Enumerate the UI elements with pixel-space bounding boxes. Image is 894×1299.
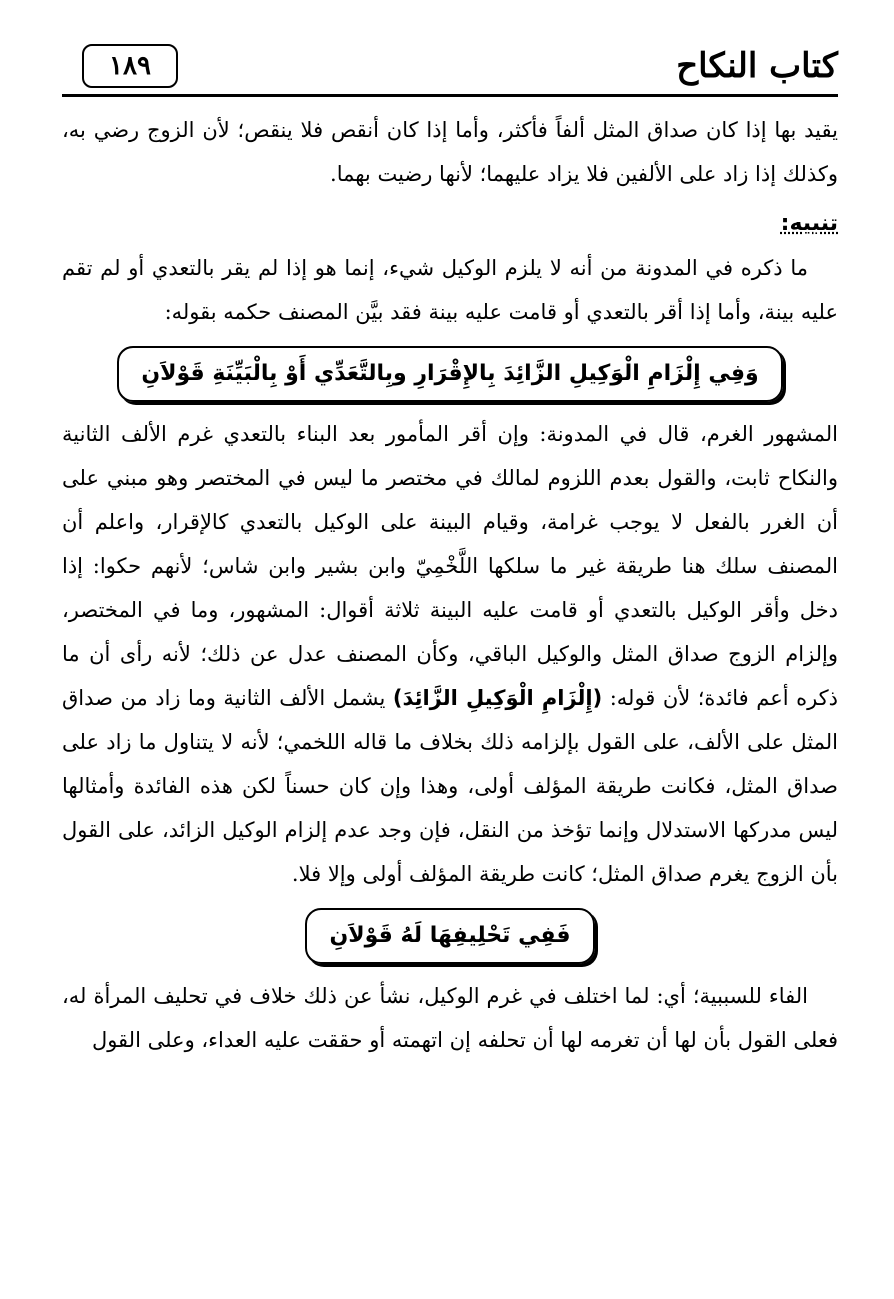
page-header	[62, 38, 838, 100]
matn-text-box: وَفِي إِلْزَامِ الْوَكِيلِ الزَّائِدَ بِالإِقْرَارِ وبِالتَّعَدِّي أَوْ بِالْبَيِّنَةِ قَوْلاَنِ	[117, 346, 782, 402]
running-title: كتاب النكاح	[676, 46, 838, 86]
matn-box-1-wrapper	[62, 346, 838, 402]
book-page	[62, 38, 838, 1062]
paragraph-final: الفاء للسببية؛ أي: لما اختلف في غرم الوكيل، نشأ عن ذلك خلاف في تحليف المرأة له، فعلى القول بأن لها أن تغرمه لها أن تحلفه إن اتهمته أو حققت عليه العداء، وعلى القول	[62, 984, 838, 1052]
matn-box-2-wrapper	[62, 908, 838, 964]
header-divider	[62, 94, 838, 97]
paragraph-note: ما ذكره في المدونة من أنه لا يلزم الوكيل شيء، إنما هو إذا لم يقر بالتعدي أو لم تقم عليه بينة، وأما إذا أقر بالتعدي أو قامت عليه بينة فقد بيَّن المصنف حكمه بقوله:	[62, 256, 838, 324]
inline-matn-quote: (إِلْزَامِ الْوَكِيلِ الزَّائِدَ)	[392, 686, 603, 710]
commentary-text-continued: يشمل الألف الثانية وما زاد من صداق المثل على الألف، على القول بإلزامه ذلك بخلاف ما قاله اللخمي؛ لأنه لا يتناول ما زاد على صداق المثل، فكانت طريقة المؤلف أولى، وهذا وإن كان حسناً لكن هذه الفائدة وأمثالها ليس مدركها الاستدلال وإنما تؤخذ من النقل، فإن وجد عدم إلزام الوكيل الزائد، على القول بأن الزوج يغرم صداق المثل؛ كانت طريقة المؤلف أولى وإلا فلا.	[62, 686, 838, 886]
paragraph-commentary	[62, 412, 838, 896]
note-heading: تنبيه:	[780, 211, 838, 236]
matn-text-box: فَفِي تَحْلِيفِهَا لَهُ قَوْلاَنِ	[305, 908, 594, 964]
commentary-text: المشهور الغرم، قال في المدونة: وإن أقر المأمور بعد البناء بالتعدي غرم الألف الثانية والنكاح ثابت، والقول بعدم اللزوم لمالك في مختصر ما ليس في المختصر وهو مبني على أن الغرر بالفعل لا يوجب غرامة، وقيام البينة على الوكيل بالتعدي كالإقرار، واعلم أن المصنف سلك هنا طريقة غير ما سلكها اللَّخْمِيّ وابن بشير وابن شاس؛ لأنهم حكوا: إذا دخل وأقر الوكيل بالتعدي أو قامت عليه البينة ثلاثة أقوال: المشهور، وما في المختصر، وإلزام الزوج صداق المثل والوكيل الباقي، وكأن المصنف عدل عن ذلك؛ لأنه رأى أن ما ذكره أعم فائدة؛ لأن قوله:	[62, 422, 839, 710]
paragraph-continuation: يقيد بها إذا كان صداق المثل ألفاً فأكثر، وأما إذا كان أنقص فلا ينقص؛ لأن الزوج رضي به، وكذلك إذا زاد على الألفين فلا يزاد عليهما؛ لأنها رضيت بهما.	[62, 118, 838, 186]
page-number: ١٨٩	[82, 44, 178, 88]
